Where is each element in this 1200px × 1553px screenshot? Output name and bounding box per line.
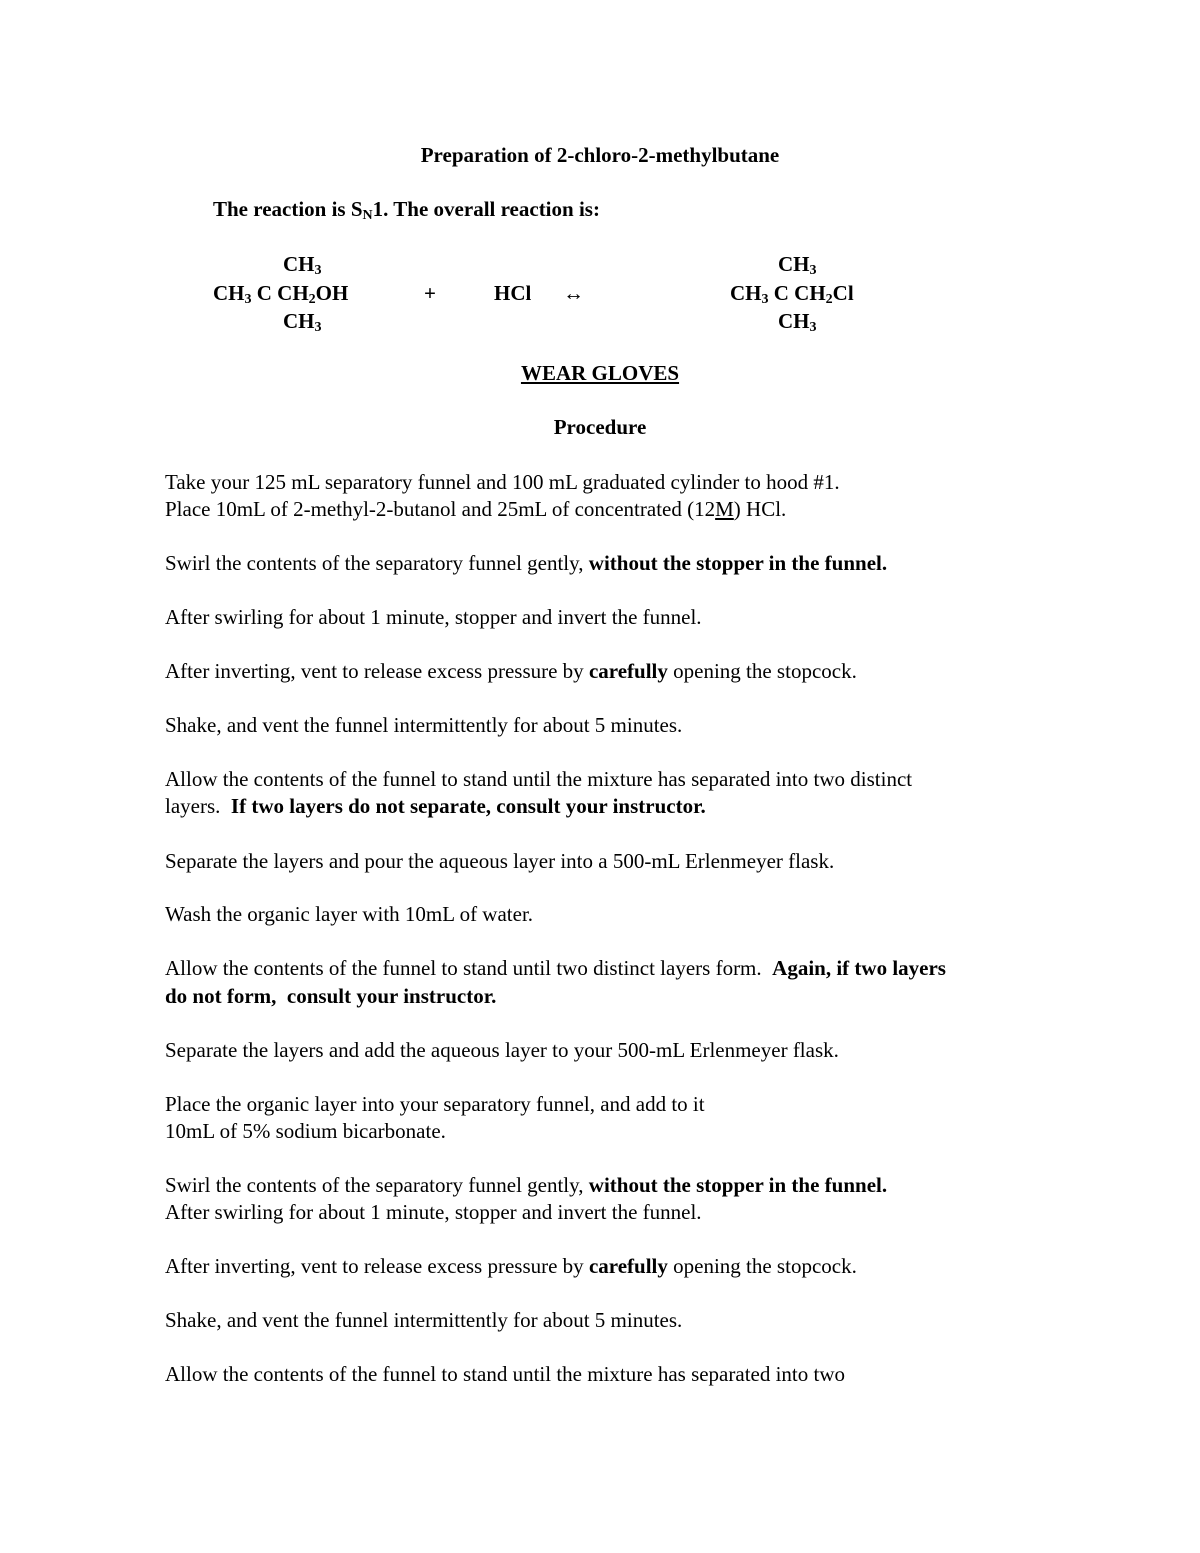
product-middle: $CH_3$ C $CH_2Cl$	[730, 281, 854, 307]
step-line: 10mL of 5% sodium bicarbonate.	[165, 1119, 446, 1143]
step-line: Separate the layers and add the aqueous layer to your 500-mL Erlenmeyer flask.	[165, 1038, 839, 1062]
intro-text-end: 1. The overall reaction is:	[372, 197, 600, 221]
step-line: Separate the layers and pour the aqueous layer into a 500-mL Erlenmeyer flask.	[165, 849, 835, 873]
reactant-bottom: $CH_3$	[283, 309, 322, 335]
reactant-top: $CH_3$	[283, 252, 322, 278]
step-line: Take your 125 mL separatory funnel and 100 mL graduated cylinder to hood #1.	[165, 470, 840, 494]
product-bottom: $CH_3$	[778, 309, 817, 335]
step-line: layers. If two layers do not separate, consult your instructor.	[165, 794, 706, 818]
reagent: HCl	[494, 281, 532, 305]
step-line: Allow the contents of the funnel to stand until two distinct layers form. Again, if two layers	[165, 956, 946, 980]
product-top: $CH_3$	[778, 252, 817, 278]
reactant-middle: $CH_3$ C $CH_2OH$	[213, 281, 349, 307]
intro-text: The reaction is S	[213, 197, 363, 221]
intro-subscript: N	[362, 208, 373, 223]
procedure-heading: Procedure	[553, 415, 647, 439]
step-line: Swirl the contents of the separatory funnel gently, without the stopper in the funnel.	[165, 1173, 888, 1197]
step-line: Shake, and vent the funnel intermittently for about 5 minutes.	[165, 1308, 683, 1332]
step-line: After inverting, vent to release excess pressure by carefully opening the stopcock.	[165, 659, 857, 683]
plus-sign: +	[424, 281, 436, 305]
reaction-intro	[213, 196, 600, 223]
step-line: Allow the contents of the funnel to stand until the mixture has separated into two	[165, 1362, 846, 1386]
step-line: Wash the organic layer with 10mL of water.	[165, 902, 534, 926]
safety-warning: WEAR GLOVES	[520, 361, 680, 385]
step-line: Allow the contents of the funnel to stand until the mixture has separated into two distinct	[165, 767, 913, 791]
step-line: After swirling for about 1 minute, stopper and invert the funnel.	[165, 605, 702, 629]
step-line: After swirling for about 1 minute, stopper and invert the funnel.	[165, 1200, 702, 1224]
step-line: Swirl the contents of the separatory funnel gently, without the stopper in the funnel.	[165, 551, 888, 575]
step-line: Shake, and vent the funnel intermittently for about 5 minutes.	[165, 713, 683, 737]
step-line: do not form, consult your instructor.	[165, 984, 497, 1008]
step-line: Place the organic layer into your separatory funnel, and add to it	[165, 1092, 705, 1116]
step-line: Place 10mL of 2-methyl-2-butanol and 25mL of concentrated (12M) HCl.	[165, 497, 787, 521]
document-title: Preparation of 2-chloro-2-methylbutane	[420, 143, 780, 167]
equilibrium-arrow-icon: ↔	[563, 281, 584, 305]
step-line: After inverting, vent to release excess pressure by carefully opening the stopcock.	[165, 1254, 857, 1278]
